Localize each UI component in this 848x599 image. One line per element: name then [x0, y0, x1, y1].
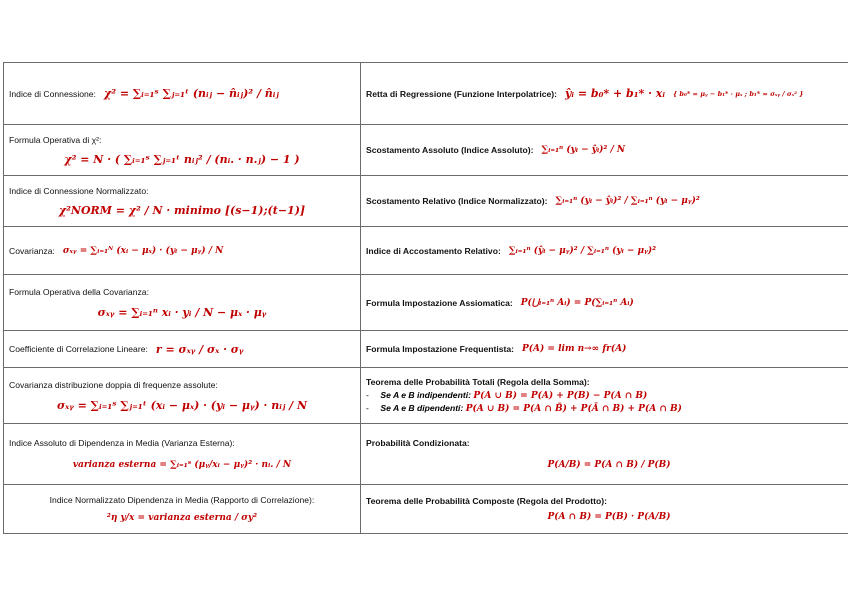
formula-row	[4, 63, 848, 125]
cell-axiomatic-probability	[361, 275, 848, 331]
formula-label: Indice Assoluto di Dipendenza in Media (Varianza Esterna):	[9, 438, 235, 448]
cell-covariance-operative	[4, 275, 361, 331]
bullet-condition: Se A e B indipendenti:	[380, 390, 471, 400]
cell-external-variance	[4, 424, 361, 485]
cell-covariance	[4, 227, 361, 275]
formula-expression: P(⋃ᵢ₌₁ⁿ Aᵢ) = P(∑ᵢ₌₁ⁿ Aᵢ)	[520, 297, 634, 308]
formula-sheet	[3, 62, 848, 534]
cell-chi-square-normalized	[4, 176, 361, 227]
cell-chi-square-operative	[4, 125, 361, 176]
formula-label: Retta di Regressione (Funzione Interpolatrice):	[366, 88, 557, 99]
formula-label: Covarianza:	[9, 245, 55, 256]
formula-row	[4, 227, 848, 275]
cell-relative-deviation	[361, 176, 848, 227]
cell-chi-square	[4, 63, 361, 125]
cell-correlation-coefficient	[4, 331, 361, 368]
cell-relative-fit-index	[361, 227, 848, 275]
cell-conditional-probability	[361, 424, 848, 485]
formula-label: Scostamento Relativo (Indice Normalizzato):	[366, 196, 548, 206]
formula-expression: ²η y/x = varianza esterna / σy²	[106, 513, 258, 523]
formula-expression: P(A ∪ B) = P(A) + P(B) − P(A ∩ B)	[473, 391, 648, 401]
bullet-condition: Se A e B dipendenti:	[380, 403, 464, 413]
cell-correlation-ratio	[4, 485, 361, 534]
formula-expression: σₓᵧ = ∑ᵢ₌₁ⁿ xᵢ · yᵢ / N − μₓ · μᵧ	[97, 305, 267, 319]
formula-expression: P(A ∩ B) = P(B) · P(A/B)	[547, 512, 671, 522]
formula-label: Formula Operativa di χ²:	[9, 134, 102, 145]
formula-label: Teorema delle Probabilità Composte (Regola del Prodotto):	[366, 496, 607, 506]
cell-absolute-deviation	[361, 125, 848, 176]
formula-expression: P(A ∪ B) = P(A ∩ B̄) + P(Ā ∩ B) + P(A ∩ B)	[465, 404, 682, 414]
formula-label: Formula Impostazione Assiomatica:	[366, 297, 513, 308]
formula-row	[4, 331, 848, 368]
formula-label: Coefficiente di Correlazione Lineare:	[9, 344, 148, 354]
formula-label: Formula Impostazione Frequentista:	[366, 344, 515, 354]
bullet-dash: -	[366, 403, 369, 413]
formula-label: Covarianza distribuzione doppia di frequenze assolute:	[9, 379, 218, 390]
formula-expression: r = σₓᵧ / σₓ · σᵧ	[155, 342, 244, 356]
formula-label: Indice di Accostamento Relativo:	[366, 245, 501, 256]
cell-compound-probability	[361, 485, 848, 534]
formula-expression: P(A) = lim n→∞ fr(A)	[522, 344, 627, 354]
formula-label: Formula Operativa della Covarianza:	[9, 286, 149, 297]
bullet-independent	[366, 390, 848, 401]
formula-label: Indice Normalizzato Dipendenza in Media (Rapporto di Correlazione):	[49, 495, 315, 505]
formula-row	[4, 424, 848, 485]
formula-expression: χ² = ∑ᵢ₌₁ˢ ∑ⱼ₌₁ᵗ (nᵢⱼ − n̂ᵢⱼ)² / n̂ᵢⱼ	[103, 87, 279, 100]
formula-row	[4, 125, 848, 176]
formula-expression: varianza esterna = ∑ᵢ₌₁ˢ (μᵧ/xᵢ − μᵧ)² · nᵢ. / N	[72, 460, 292, 470]
cell-frequentist-probability	[361, 331, 848, 368]
formula-label: Indice di Connessione:	[9, 88, 96, 99]
cell-regression-line	[361, 63, 848, 125]
formula-expression: σₓᵧ = ∑ᵢ₌₁ˢ ∑ⱼ₌₁ᵗ (xᵢ − μₓ) · (yᵢ − μᵧ) · nᵢⱼ / N	[56, 398, 308, 412]
formula-expression: P(A/B) = P(A ∩ B) / P(B)	[547, 460, 671, 470]
formula-label: Scostamento Assoluto (Indice Assoluto):	[366, 145, 534, 155]
formula-row	[4, 275, 848, 331]
formula-label: Teorema delle Probabilità Totali (Regola della Somma):	[366, 377, 590, 387]
formula-expression: ∑ᵢ₌₁ⁿ (ŷᵢ − μᵧ)² / ∑ᵢ₌₁ⁿ (yᵢ − μᵧ)²	[508, 245, 657, 256]
formula-expression: σₓᵧ = ∑ᵢ₌₁ᴺ (xᵢ − μₓ) · (yᵢ − μᵧ) / N	[62, 245, 224, 256]
formula-expression: χ²NORM = χ² / N · minimo [(s−1);(t−1)]	[58, 203, 306, 217]
formula-expression: ∑ᵢ₌₁ⁿ (yᵢ − ŷᵢ)² / ∑ᵢ₌₁ⁿ (yᵢ − μᵧ)²	[555, 196, 700, 206]
formula-label: Probabilità Condizionata:	[366, 438, 470, 448]
bullet-dash: -	[366, 390, 369, 400]
formula-row	[4, 368, 848, 424]
cell-covariance-double-distribution	[4, 368, 361, 424]
cell-total-probability	[361, 368, 848, 424]
formula-expression: χ² = N · ( ∑ᵢ₌₁ˢ ∑ⱼ₌₁ᵗ nᵢⱼ² / (nᵢ. · n.ⱼ) − 1 )	[64, 152, 300, 166]
formula-expression: ∑ᵢ₌₁ⁿ (yᵢ − ŷᵢ)² / N	[541, 145, 626, 155]
formula-row	[4, 176, 848, 227]
formula-label: Indice di Connessione Normalizzato:	[9, 185, 149, 196]
bullet-dependent	[366, 403, 848, 414]
formula-expression: ŷᵢ = b₀* + b₁* · xᵢ	[565, 87, 665, 100]
formula-row	[4, 485, 848, 534]
formula-system: { b₀* = μᵧ − b₁* · μₓ ; b₁* = σₓᵧ / σₓ² }	[672, 89, 804, 98]
